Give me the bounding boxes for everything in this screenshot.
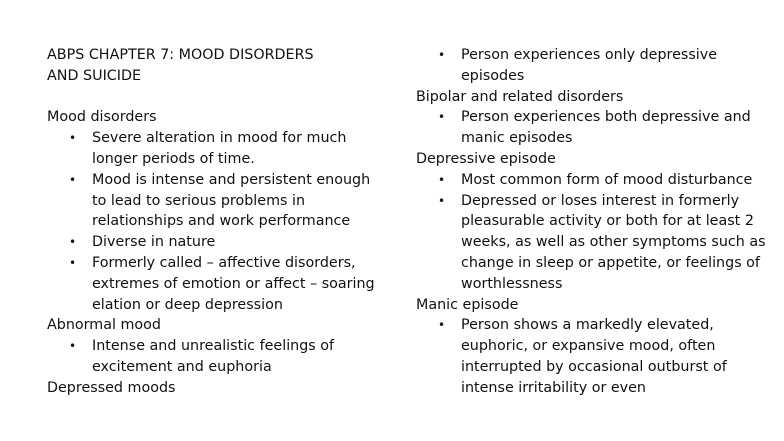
list-item (47, 336, 377, 378)
left-column (47, 0, 377, 399)
section-manic-episode (416, 295, 766, 399)
list-item-text: Diverse in nature (92, 234, 216, 251)
spacer (47, 87, 377, 108)
list-item-text: Most common form of mood disturbance (461, 171, 753, 188)
section-heading: Depressive episode (416, 150, 556, 167)
bullet-icon: • (69, 172, 77, 187)
list-item (47, 253, 377, 315)
section-heading: Depressed moods (47, 379, 176, 396)
section-heading: Abnormal mood (47, 317, 161, 334)
bullet-icon: • (438, 318, 446, 333)
title-line-1: ABPS CHAPTER 7: MOOD DISORDERS (47, 47, 314, 63)
list-item (47, 170, 377, 232)
bullet-icon: • (69, 339, 77, 354)
bullet-icon: • (438, 193, 446, 208)
bullet-list (47, 336, 377, 378)
list-item (47, 232, 377, 253)
list-item-text: Depressed or loses interest in formerly pleasurable activity or both for at least 2 weeks, as well as other symptoms such as change in sleep or appetite, or feelings of worthlessness (461, 192, 766, 292)
list-item-text: Intense and unrealistic feelings of excitement and euphoria (92, 338, 335, 375)
bullet-list (416, 315, 766, 398)
section-abnormal-mood (47, 315, 377, 377)
title-line-2: AND SUICIDE (47, 67, 142, 84)
list-item (416, 45, 766, 87)
section-depressed-moods (47, 378, 377, 399)
list-item-text: Person shows a markedly elevated, euphoric, or expansive mood, often interrupted by occasional outburst of intense irritability or even (461, 317, 727, 396)
right-column (416, 0, 766, 399)
list-item-text: Severe alteration in mood for much longer periods of time. (92, 130, 347, 167)
bullet-icon: • (438, 172, 446, 187)
bullet-icon: • (69, 131, 77, 146)
list-item (416, 107, 766, 149)
bullet-icon: • (69, 255, 77, 270)
document-title (47, 0, 377, 87)
list-item (416, 191, 766, 295)
list-item-text: Person experiences only depressive episodes (461, 47, 718, 84)
section-heading: Bipolar and related disorders (416, 88, 624, 105)
bullet-list (416, 107, 766, 149)
list-item (416, 170, 766, 191)
bullet-list (416, 170, 766, 295)
list-item-text: Person experiences both depressive and manic episodes (461, 109, 751, 147)
section-heading: Mood disorders (47, 109, 157, 126)
bullet-icon: • (438, 110, 446, 125)
bullet-icon: • (438, 48, 446, 62)
list-item (47, 128, 377, 170)
list-item (416, 315, 766, 398)
list-item-text: Mood is intense and persistent enough to lead to serious problems in relationships and work performance (92, 171, 371, 230)
bullet-list (416, 0, 766, 87)
section-depressive-episode (416, 149, 766, 295)
bullet-list (47, 128, 377, 315)
section-mood-disorders (47, 107, 377, 315)
bullet-icon: • (69, 235, 77, 250)
section-bipolar (416, 87, 766, 149)
list-item-text: Formerly called – affective disorders, extremes of emotion or affect – soaring elation or deep depression (92, 254, 375, 313)
section-heading: Manic episode (416, 296, 519, 313)
